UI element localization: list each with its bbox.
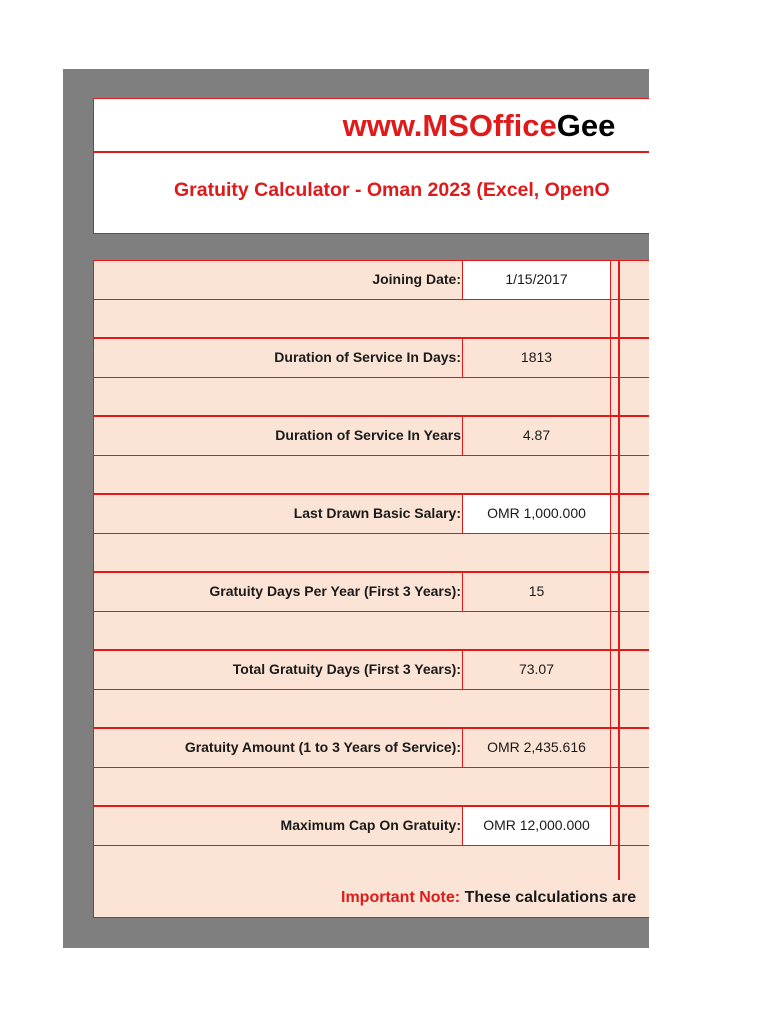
row-label: Gratuity Amount (1 to 3 Years of Service): xyxy=(94,729,463,767)
site-title-suffix: Gee xyxy=(556,108,616,143)
spreadsheet-frame xyxy=(63,69,649,948)
row-label: Total Gratuity Days (First 3 Years): xyxy=(94,651,463,689)
note-text: These calculations are xyxy=(464,889,637,906)
service-years-value: 4.87 xyxy=(463,417,611,455)
note-label: Important Note: xyxy=(341,889,461,906)
spacer-row xyxy=(94,690,649,729)
spacer-row xyxy=(94,378,649,417)
spacer-cell xyxy=(463,534,611,571)
row-joining-date xyxy=(94,261,649,300)
row-gratuity-days-per-year xyxy=(94,573,649,612)
calculator-title: Gratuity Calculator - Oman 2023 (Excel, OpenO xyxy=(174,179,610,201)
spacer-row xyxy=(94,534,649,573)
joining-date-input[interactable]: 1/15/2017 xyxy=(463,261,611,299)
row-service-days xyxy=(94,339,649,378)
gratuity-amount-value: OMR 2,435.616 xyxy=(463,729,611,767)
gratuity-days-per-year-value: 15 xyxy=(463,573,611,611)
spacer-row xyxy=(94,456,649,495)
site-title-prefix: www.MSOffice xyxy=(342,108,557,143)
row-basic-salary xyxy=(94,495,649,534)
site-title xyxy=(94,99,649,153)
spacer-cell xyxy=(463,768,611,805)
spacer-cell xyxy=(463,300,611,337)
service-days-value: 1813 xyxy=(463,339,611,377)
row-service-years xyxy=(94,417,649,456)
row-maximum-cap xyxy=(94,807,649,846)
spacer-row xyxy=(94,768,649,807)
spacer-row xyxy=(94,612,649,651)
spacer-cell xyxy=(463,612,611,649)
spacer-cell xyxy=(463,456,611,493)
important-note xyxy=(93,880,649,918)
total-gratuity-days-value: 73.07 xyxy=(463,651,611,689)
basic-salary-input[interactable]: OMR 1,000.000 xyxy=(463,495,611,533)
row-label: Last Drawn Basic Salary: xyxy=(94,495,463,533)
row-total-gratuity-days xyxy=(94,651,649,690)
spacer-cell xyxy=(463,378,611,415)
spacer-row xyxy=(94,300,649,339)
row-label: Maximum Cap On Gratuity: xyxy=(94,807,463,845)
row-label: Duration of Service In Years xyxy=(94,417,463,455)
spacer-cell xyxy=(463,690,611,727)
row-label: Gratuity Days Per Year (First 3 Years): xyxy=(94,573,463,611)
row-label: Duration of Service In Days: xyxy=(94,339,463,377)
calculator-table xyxy=(93,260,649,885)
header-box xyxy=(93,98,649,234)
row-gratuity-amount xyxy=(94,729,649,768)
right-column-border xyxy=(618,260,620,880)
row-label: Joining Date: xyxy=(94,261,463,299)
maximum-cap-input[interactable]: OMR 12,000.000 xyxy=(463,807,611,845)
